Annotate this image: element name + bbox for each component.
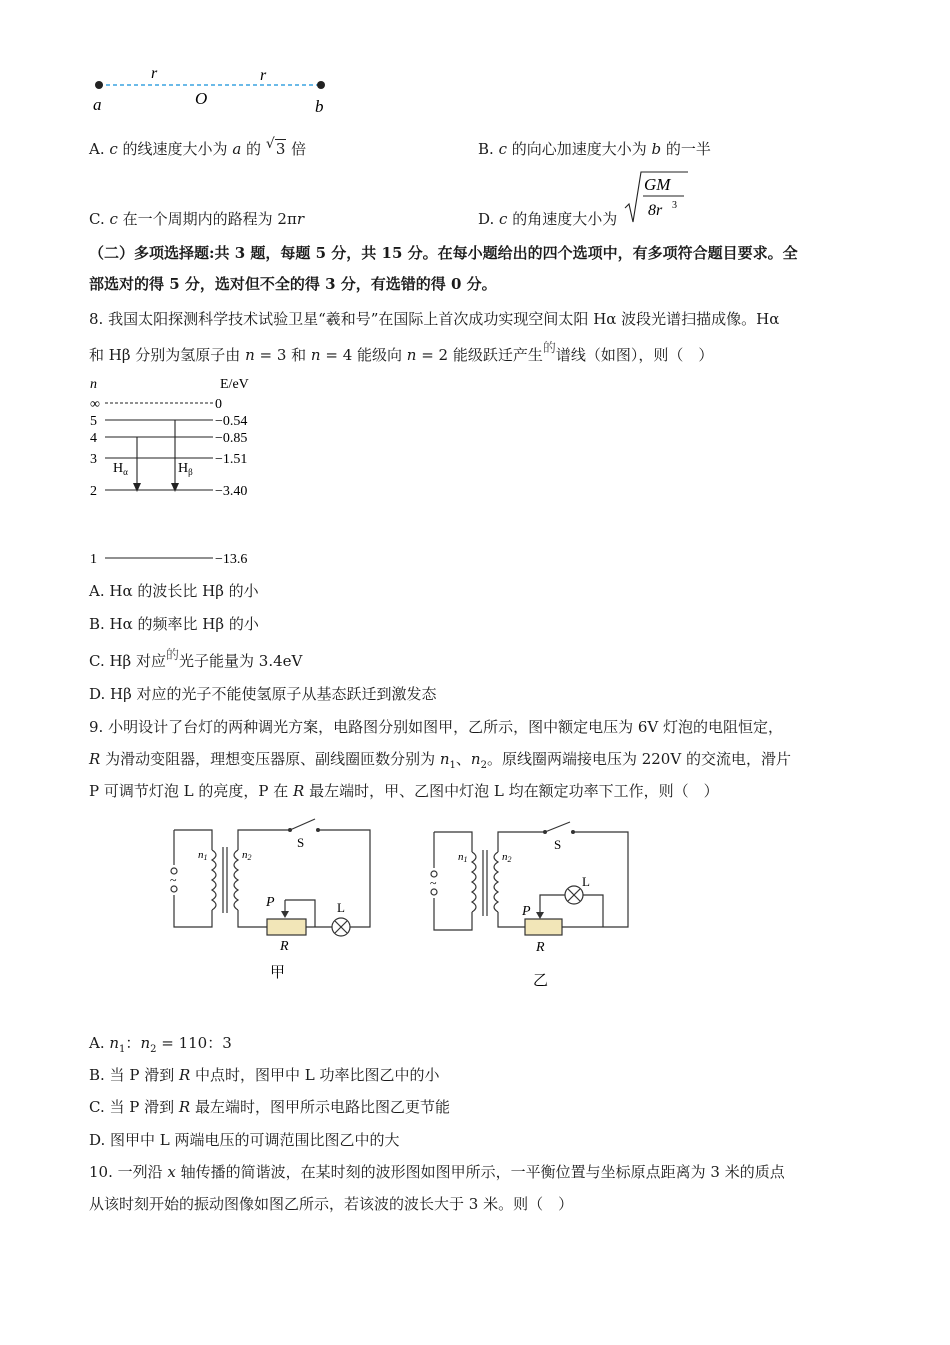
- ac-source-symbol: ~: [170, 873, 177, 887]
- q7-option-d: D. c 的角速度大小为: [478, 210, 618, 228]
- q8-option-d: D. Hβ 对应的光子不能使氢原子从基态跃迁到激发态: [89, 685, 437, 703]
- q10-stem-line1: 10. 一列沿 x 轴传播的简谐波，在某时刻的波形图如图甲所示，一平衡位置与坐标原点距离为 3 米的质点: [89, 1163, 785, 1181]
- switch-s: [290, 819, 315, 830]
- ac-source-symbol: ~: [430, 876, 437, 890]
- fraction-exponent: 3: [672, 200, 677, 211]
- resistor-R: [267, 919, 306, 935]
- q8-option-a: A. Hα 的波长比 Hβ 的小: [89, 582, 259, 600]
- level-n-label: 3: [90, 452, 97, 467]
- level-energy-label: 0: [215, 397, 222, 412]
- sqrt-fraction: [622, 168, 692, 226]
- axis-E-label: E/eV: [220, 377, 249, 392]
- level-energy-label: −0.54: [215, 414, 248, 429]
- q8-stem-line2: 和 Hβ 分别为氢原子由 n = 3 和 n = 4 能级向 n = 2 能级跃迁产生的谱线（如图），则（ ）: [89, 341, 714, 364]
- label-S: S: [297, 835, 305, 850]
- svg-text:n2: n2: [502, 851, 512, 864]
- fraction-numerator: GM: [644, 175, 671, 194]
- circuit-jia: [160, 805, 390, 995]
- ab-figure: [85, 60, 345, 115]
- label-R: R: [536, 940, 545, 955]
- level-n-label: 2: [90, 484, 97, 499]
- label-R: R: [280, 939, 289, 954]
- section2-line1: （二）多项选择题:共 3 题，每题 5 分，共 15 分。在每小题给出的四个选项中，有多项符合题目要求。全: [89, 244, 798, 262]
- level-energy-label: −0.85: [215, 431, 248, 446]
- level-energy-label: −13.6: [215, 552, 248, 567]
- label-S: S: [554, 837, 562, 852]
- label-b: b: [315, 97, 324, 115]
- point-a: [95, 81, 103, 89]
- q9-stem-line3: P 可调节灯泡 L 的亮度，P 在 R 最左端时，甲、乙图中灯泡 L 均在额定功率下工作，则（ ）: [89, 782, 719, 800]
- q9-option-d: D. 图甲中 L 两端电压的可调范围比图乙中的大: [89, 1131, 400, 1149]
- point-b: [317, 81, 325, 89]
- circuit-yi: [420, 810, 650, 1000]
- arrow-Ha-head: [133, 483, 141, 492]
- q8-option-b: B. Hα 的频率比 Hβ 的小: [89, 615, 259, 633]
- sqrt-symbol: √ 3: [265, 136, 286, 158]
- q9-stem-line1: 9. 小明设计了台灯的两种调光方案，电路图分别如图甲，乙所示，图中额定电压为 6V 灯泡的电阻恒定，: [89, 718, 783, 736]
- level-energy-label: −3.40: [215, 484, 248, 499]
- arrow-Hb-head: [171, 483, 179, 492]
- resistor-R: [525, 919, 562, 935]
- level-n-label: 1: [90, 552, 97, 567]
- svg-text:n1: n1: [198, 849, 208, 862]
- q10-stem-line2: 从该时刻开始的振动图像如图乙所示，若该波的波长大于 3 米。则（ ）: [89, 1195, 574, 1213]
- label-a: a: [93, 95, 102, 114]
- q9-option-a: A. $n_1$：$n_2 = 110$：3: [89, 1034, 232, 1055]
- caption-jia: 甲: [270, 965, 286, 981]
- svg-text:n2: n2: [242, 849, 252, 862]
- label-P: P: [522, 904, 531, 919]
- label-O: O: [195, 89, 208, 108]
- label-r1: r: [151, 65, 158, 82]
- axis-n-label: n: [90, 377, 97, 392]
- q8-option-c: C. Hβ 对应的光子能量为 3.4eV: [89, 648, 303, 670]
- level-energy-label: −1.51: [215, 452, 248, 467]
- level-n-label: 4: [90, 431, 97, 446]
- level-n-label: 5: [90, 414, 97, 429]
- q7-option-a: A. c 的线速度大小为 a 的 √ 3 倍: [89, 136, 307, 158]
- fraction-denominator: 8r: [648, 202, 663, 219]
- section2-line2: 部选对的得 5 分，选对但不全的得 3 分，有选错的得 0 分。: [89, 275, 497, 293]
- energy-level-diagram: [85, 372, 285, 572]
- label-Ha: $H_\alpha$: [113, 461, 128, 477]
- label-L: L: [582, 874, 590, 889]
- q9-option-c: C. 当 P 滑到 R 最左端时，图甲所示电路比图乙更节能: [89, 1098, 450, 1116]
- label-L: L: [337, 900, 345, 915]
- q9-stem-line2: R 为滑动变阻器，理想变压器原、副线圈匝数分别为 $n_1$、$n_2$。原线圈两端接电压为 220V 的交流电，滑片: [89, 750, 791, 771]
- label-Hb: $H_\beta$: [178, 461, 193, 477]
- q8-stem-line1: 8. 我国太阳探测科学技术试验卫星“羲和号”在国际上首次成功实现空间太阳 Hα 波段光谱扫描成像。Hα: [89, 310, 780, 328]
- caption-yi: 乙: [533, 973, 549, 989]
- level-n-label: ∞: [90, 397, 100, 412]
- q7-option-c: C. c 在一个周期内的路程为 2πr: [89, 210, 305, 228]
- svg-text:n1: n1: [458, 851, 468, 864]
- label-r2: r: [260, 67, 267, 84]
- q9-option-b: B. 当 P 滑到 R 中点时，图甲中 L 功率比图乙中的小: [89, 1066, 440, 1084]
- label-P: P: [266, 895, 275, 910]
- q7-option-b: B. c 的向心加速度大小为 b 的一半: [478, 140, 711, 158]
